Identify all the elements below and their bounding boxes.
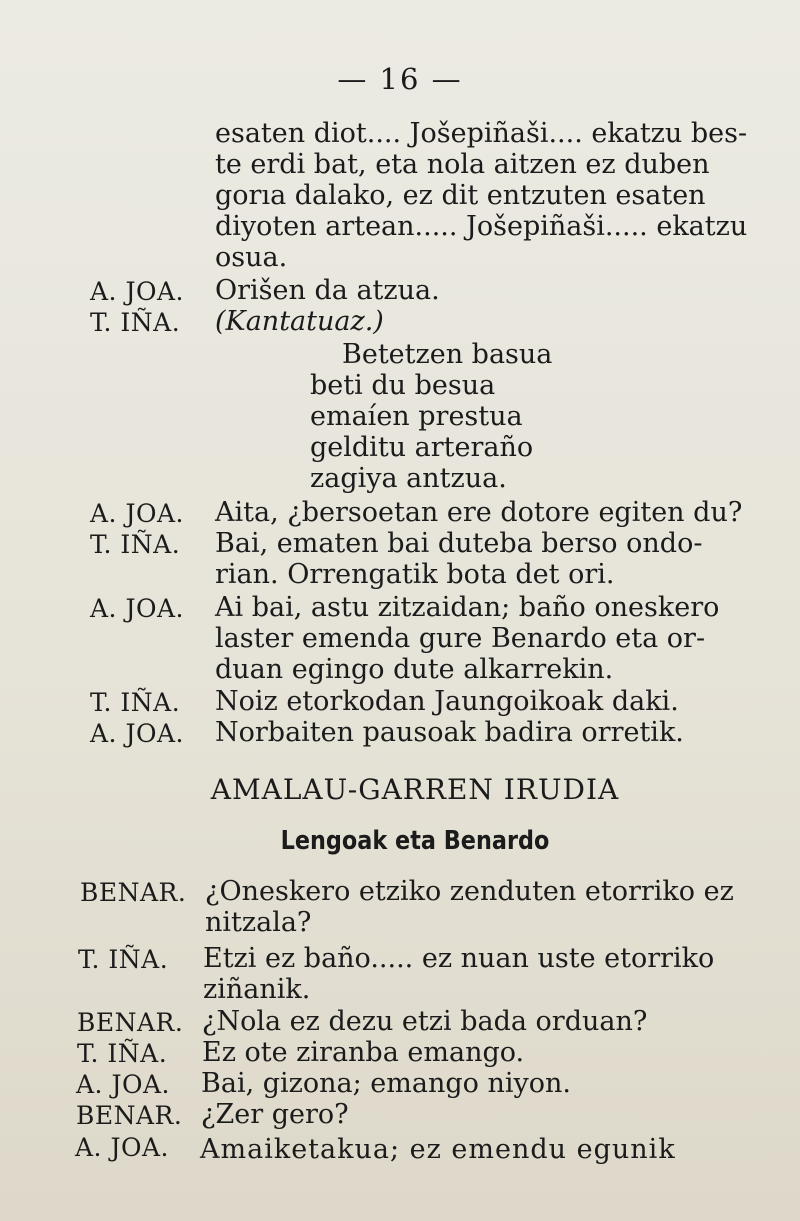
verse-line: beti du besua [310, 370, 496, 401]
dialogue-line: Norbaiten pausoak badira orretik. [215, 717, 684, 748]
intro-paragraph [215, 118, 770, 273]
speaker-label: T. IÑA. [90, 308, 181, 337]
dialogue-line: laster emenda gure Benardo eta or- [215, 623, 706, 654]
dialogue-text [202, 1006, 762, 1037]
dialogue-line: nitzala? [205, 907, 312, 938]
dialogue-text [201, 1099, 761, 1130]
speaker-label: A. JOA. [90, 719, 184, 748]
speaker-label: T. IÑA. [77, 1039, 168, 1068]
intro-line: osua. [215, 242, 288, 273]
verse-line: Betetzen basua [342, 339, 553, 370]
dialogue-text [215, 497, 770, 528]
speaker-label: BENAR. [77, 1008, 184, 1037]
dialogue-line: ¿Oneskero etziko zenduten etorriko ez [205, 876, 734, 907]
dialogue-text [215, 686, 770, 717]
dialogue-line: Etzi ez baño..... ez nuan uste etorriko [203, 943, 715, 974]
dialogue-text [205, 876, 765, 938]
intro-line: gorıa dalako, ez dit entzuten esaten [215, 180, 706, 211]
dialogue-text [200, 1134, 765, 1165]
speaker-label: A. JOA. [76, 1070, 170, 1099]
intro-line: esaten diot.... Jošepiñaši.... ekatzu bes- [215, 118, 748, 149]
page-number: — 16 — [337, 62, 463, 96]
dialogue-line: rian. Orrengatik bota det ori. [215, 559, 615, 590]
dialogue-line: duan egingo dute alkarrekin. [215, 654, 614, 685]
dialogue-line: Noiz etorkodan Jaungoikoak daki. [215, 686, 679, 717]
dialogue-text [202, 1037, 762, 1068]
dialogue-text: Orišen da atzua. [215, 275, 440, 306]
speaker-label: T. IÑA. [90, 530, 181, 559]
stage-direction: (Kantatuaz.) [215, 306, 384, 337]
verse-line: zagiya antzua. [310, 463, 507, 494]
dialogue-line: ¿Nola ez dezu etzi bada orduan? [202, 1006, 648, 1037]
dialogue-line: Amaiketakua; ez emendu egunik [200, 1134, 676, 1165]
scene-characters: Lengoak eta Benardo [280, 826, 550, 856]
speaker-label: A. JOA. [90, 277, 184, 306]
speaker-label: BENAR. [76, 1101, 183, 1130]
verse-line: gelditu arteraño [310, 432, 534, 463]
dialogue-line: ¿Zer gero? [201, 1099, 349, 1130]
verse-line: emaíen prestua [310, 401, 523, 432]
speaker-label: T. IÑA. [90, 688, 181, 717]
dialogue-line: Ez ote ziranba emango. [202, 1037, 525, 1068]
speaker-label: A. JOA. [75, 1133, 169, 1162]
dialogue-line: Aita, ¿bersoetan ere dotore egiten du? [215, 497, 743, 528]
dialogue-line: Bai, ematen bai duteba berso ondo- [215, 528, 703, 559]
intro-line: diyoten artean..... Jošepiñaši..... ekatzu [215, 211, 748, 242]
speaker-label: A. JOA. [90, 594, 184, 623]
dialogue-line: ziñanik. [203, 974, 311, 1005]
dialogue-line: Ai bai, astu zitzaidan; baño oneskero [215, 592, 720, 623]
scene-title: AMALAU-GARREN IRUDIA [210, 773, 620, 806]
dialogue-line: Bai, gizona; emango niyon. [201, 1068, 571, 1099]
speaker-label: T. IÑA. [78, 945, 169, 974]
dialogue-text [215, 592, 770, 685]
dialogue-text [215, 528, 770, 590]
speaker-label: A. JOA. [90, 499, 184, 528]
dialogue-text [203, 943, 763, 1005]
dialogue-text [201, 1068, 761, 1099]
dialogue-text [215, 717, 770, 748]
intro-line: te erdi bat, eta nola aitzen ez duben [215, 149, 710, 180]
speaker-label: BENAR. [80, 878, 187, 907]
